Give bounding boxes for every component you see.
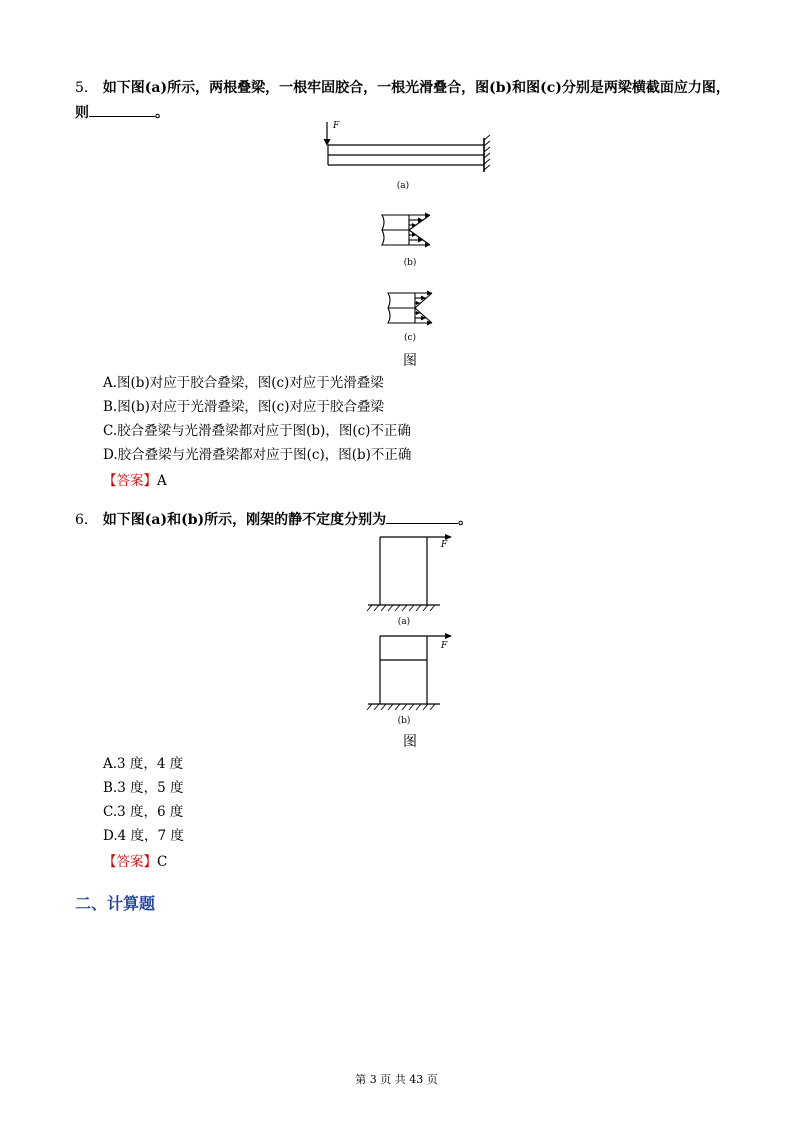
q6-b-ground-hatch [367, 704, 435, 710]
q6-a-force-label: F [441, 540, 448, 550]
q6-b-force-arrow-head [445, 633, 452, 639]
q6-option-b: B.3 度，5 度 [103, 780, 184, 796]
q5-option-b: B.图(b)对应于光滑叠梁，图(c)对应于胶合叠梁 [103, 399, 384, 415]
q5-option-c: C.胶合叠梁与光滑叠梁都对应于图(b)，图(c)不正确 [103, 423, 411, 439]
q6-stem-suffix: 。 [458, 512, 473, 528]
q5-fig-a-label: (a) [396, 181, 410, 191]
q5-figure-b [382, 215, 430, 245]
q6-fig-a-label: (a) [397, 617, 411, 627]
q5-force-label: F [333, 121, 340, 131]
q6-a-ground-hatch [367, 605, 435, 611]
q6-stem-prefix: 如下图(a)和(b)所示，刚架的静不定度分别为 [102, 512, 387, 528]
q5-answer-value: A [157, 473, 167, 489]
q5-number: 5． [75, 80, 98, 96]
q6-figure-a [368, 537, 448, 605]
q6-answer-blank [386, 509, 458, 524]
q6-answer-value: C [157, 854, 168, 870]
page-footer: 第 3 页 共 43 页 [355, 1073, 438, 1086]
q6-figure-caption: 图 [403, 734, 417, 750]
q6-figure-b [368, 636, 448, 704]
q6-option-c: C.3 度，6 度 [103, 804, 184, 820]
q5-option-d: D.胶合叠梁与光滑叠梁都对应于图(c)，图(b)不正确 [103, 447, 412, 463]
q5-answer [103, 469, 167, 489]
q6-option-d: D.4 度，7 度 [103, 828, 184, 844]
q6-option-a: A.3 度，4 度 [103, 756, 184, 772]
q6-number: 6． [75, 512, 98, 528]
q6-b-force-label: F [441, 641, 448, 651]
q5-fig-b-label: (b) [403, 258, 417, 268]
q6-answer-tag: 【答案】 [103, 854, 157, 870]
q5-stem-suffix: 。 [155, 105, 169, 121]
q5-wall-hatch [484, 135, 490, 170]
q5-figure-c [388, 293, 432, 323]
q5-figure-b-arrowheads [412, 213, 430, 248]
q5-answer-tag: 【答案】 [103, 473, 157, 489]
q5-option-a: A.图(b)对应于胶合叠梁，图(c)对应于光滑叠梁 [103, 375, 384, 391]
q5-fig-c-label: (c) [403, 333, 417, 343]
q6-stem [75, 509, 472, 531]
section-heading: 二、计算题 [75, 894, 156, 913]
q6-fig-b-label: (b) [397, 716, 411, 726]
q6-answer [103, 850, 167, 870]
q5-figure-caption: 图 [403, 353, 417, 369]
q5-stem-line1: 如下图(a)所示，两根叠梁，一根牢固胶合，一根光滑叠合，图(b)和图(c)分别是两梁横截面应力图， [102, 80, 730, 96]
q5-stem-prefix: 则 [75, 105, 89, 121]
